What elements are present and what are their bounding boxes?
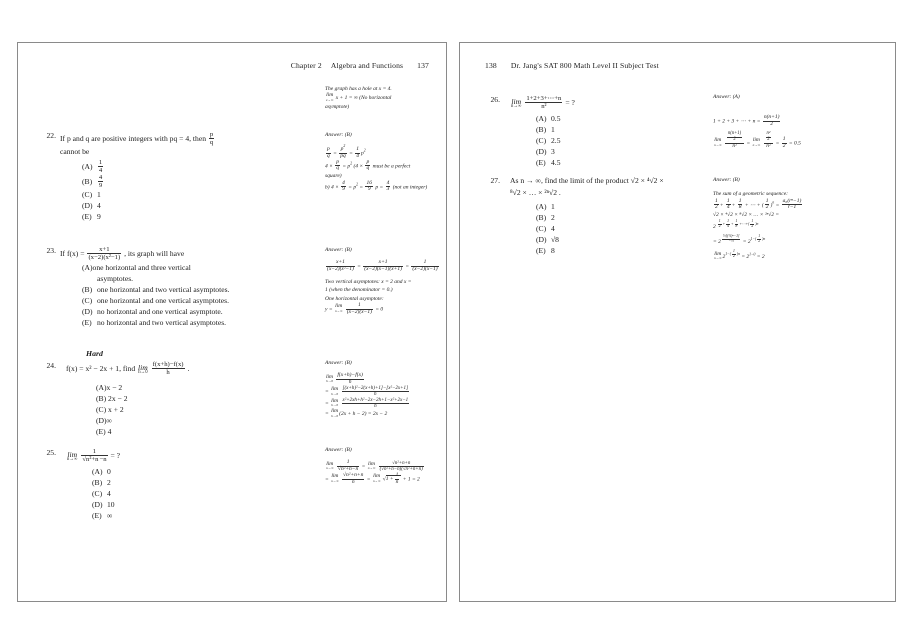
question-23 bbox=[38, 246, 313, 328]
question-27 bbox=[482, 176, 717, 256]
running-head-left bbox=[291, 61, 429, 70]
answer-27-line-5: lim n→∞ $2^{1-( \frac{1}{2} )n} = 2^{1-0} = 2$ bbox=[714, 248, 765, 261]
choice-d[interactable]: (D)∞ bbox=[96, 416, 112, 426]
page-number-right: 138 bbox=[485, 61, 497, 70]
carryover-answer-block bbox=[325, 85, 447, 111]
answer-23-limit: y = lim n→∞ $\frac{1}{(x-2)(x-1)}$ = 0 bbox=[325, 301, 384, 315]
choice-e[interactable]: (E) 8 bbox=[536, 245, 555, 255]
answer-25-line-1: lim n→∞ $\frac{1}{\text{√n²+n−n}}$ = lim n→∞ $\frac{\text{√n²+n+n}}{\text{(√n²+n−n)(√n²+n+n)}}$ bbox=[326, 459, 423, 473]
question-22-stem: If p and q are positive integers with pq = 4, then $\frac{p}{q}$ bbox=[60, 131, 214, 147]
answer-23-title: Answer: (B) bbox=[325, 247, 352, 253]
choice-c[interactable]: (C) 4 bbox=[536, 223, 555, 233]
question-24-choices bbox=[96, 382, 308, 437]
answer-24-line-3: = lim h→0 $\frac{\text{x²+2xh+h²−2x−2h+1−x²+2x−1}}{h}$ bbox=[325, 396, 409, 409]
answer-24 bbox=[325, 359, 447, 418]
question-22-stem-line2: cannot be bbox=[60, 147, 90, 157]
running-head-right bbox=[485, 61, 673, 70]
question-22-choices bbox=[82, 159, 308, 222]
book-title: Dr. Jang's SAT 800 Math Level II Subject Test bbox=[510, 61, 659, 70]
choice-d[interactable]: (D) 10 bbox=[92, 500, 115, 510]
question-22-number: 22. bbox=[46, 131, 56, 140]
choice-a[interactable]: (A)x − 2 bbox=[96, 383, 123, 393]
question-27-stem-line-2: ⁸√2 × … × ²ⁿ√2 . bbox=[510, 187, 561, 197]
choice-e[interactable]: (E) 4.5 bbox=[536, 158, 561, 168]
choice-b[interactable]: (B) 2x − 2 bbox=[96, 394, 128, 404]
answer-26 bbox=[713, 93, 863, 149]
choice-c[interactable]: (C) x + 2 bbox=[96, 405, 124, 415]
running-head-chapter: Chapter 2 bbox=[290, 61, 322, 70]
page-number-left: 137 bbox=[417, 61, 429, 70]
choice-a[interactable]: (A) $\frac{1}{4}$ bbox=[82, 158, 103, 174]
answer-22 bbox=[325, 131, 447, 193]
answer-27-line-2: √2 × ⁴√2 × ⁸√2 × … × ²ⁿ√2 = bbox=[713, 212, 780, 219]
answer-25-title: Answer: (B) bbox=[325, 447, 352, 453]
question-26-choices bbox=[536, 113, 732, 168]
answer-22-line-4: b) 4 × $\frac{4}{9}$ = $p^2$ = $\frac{16}{9}$ p = $\frac{4}{3}$ (not an integer) bbox=[325, 179, 428, 193]
question-24 bbox=[38, 361, 308, 437]
answer-23-horizontal: One horizontal asymptote: bbox=[325, 295, 384, 302]
choice-d[interactable]: (D) 3 bbox=[536, 147, 555, 157]
choice-c[interactable]: (C) 4 bbox=[92, 489, 111, 499]
answer-27-line-3: 2 $^{\frac{1}{2} + \frac{1}{4} + \frac{1}{8} +\cdots+( \frac{1}{2} )n}$ bbox=[713, 218, 759, 230]
choice-e[interactable]: (E) no horizontal and two vertical asymptotes. bbox=[82, 318, 227, 328]
question-25-choices bbox=[92, 466, 308, 521]
answer-24-title: Answer: (B) bbox=[325, 360, 352, 366]
question-23-choices bbox=[82, 262, 313, 328]
answer-23-vertical-2: 1 (when the denominator = 0.) bbox=[325, 287, 393, 294]
answer-23 bbox=[325, 246, 447, 316]
choice-a[interactable]: (A) 1 bbox=[536, 201, 555, 211]
question-25-number: 25. bbox=[46, 448, 56, 457]
choice-d[interactable]: (D) no horizontal and one vertical asymptote. bbox=[82, 307, 223, 317]
page-left bbox=[17, 42, 447, 602]
answer-23-vertical-1: Two vertical asymptotes: x = 2 and x = bbox=[325, 278, 412, 285]
choice-b[interactable]: (B) one horizontal and two vertical asymptotes. bbox=[82, 285, 230, 295]
question-25 bbox=[38, 448, 308, 521]
answer-27-title: Answer: (B) bbox=[713, 177, 740, 183]
question-23-number: 23. bbox=[46, 246, 56, 255]
question-26-stem: lim n→∞ $\frac{1+2+3+\cdots+n}{\text{n²}}$ = ? bbox=[511, 95, 575, 111]
question-24-number: 24. bbox=[46, 361, 56, 370]
answer-22-title: Answer: (B) bbox=[325, 132, 352, 138]
answer-27-line-1: $\frac{1}{2}$ + $\frac{1}{4}$ + $\frac{1}{8}$ + ⋯ + ( $\frac{1}{2}$ )$^n$ = $\frac{\text{a₀(rⁿ−1)}}{r-1}$ bbox=[715, 197, 802, 211]
question-27-number: 27. bbox=[490, 176, 500, 185]
page-right bbox=[459, 42, 896, 602]
question-22 bbox=[38, 131, 308, 222]
choice-a-continued: asymptotes. bbox=[97, 274, 134, 284]
choice-d[interactable]: (D) √8 bbox=[536, 234, 559, 244]
answer-25-line-2: = lim n→∞ $\frac{\text{√n²+n+n}}{n}$ = lim n→∞ √1 + $\frac{1}{n}$ + 1 = 2 bbox=[325, 471, 420, 485]
choice-b[interactable]: (B) 1 bbox=[536, 125, 555, 135]
question-27-choices bbox=[536, 201, 717, 256]
answer-26-line-2: lim n→∞ $\frac{\frac{n(n+1)}{2}}{\text{n²}}$ = lim n→∞ $\frac{\frac{\text{n²}}{2}}{\text{n²}}$ = $\frac{1}{2}$ = 0.5 bbox=[714, 130, 801, 149]
choice-e[interactable]: (E) 4 bbox=[96, 427, 112, 437]
answer-27-note: The sum of a geometric sequence: bbox=[713, 191, 788, 198]
answer-26-title: Answer: (A) bbox=[713, 94, 740, 100]
choice-c[interactable]: (C) one horizontal and one vertical asymptotes. bbox=[82, 296, 230, 306]
answer-23-equation: $\frac{x+1}{\text{(x−2)(x²−1)}}$ = $\frac{x+1}{(x-2)(x-1)(x+1)}$ = $\frac{1}{(x-2)(x-1)}$ bbox=[327, 259, 438, 273]
answer-24-line-2: = lim h→0 $\frac{\text{[(x+h)²−2(x+h)+1]−[x²−2x+1]}}{h}$ bbox=[325, 384, 409, 398]
choice-b[interactable]: (B) 2 bbox=[92, 478, 111, 488]
carryover-line-3: asymptote) bbox=[325, 103, 350, 110]
answer-22-line-3: square) bbox=[325, 173, 342, 180]
question-24-stem: f(x) = x² − 2x + 1, find lim h→0 $\frac{f(x+h)-f(x)}{h}$ . bbox=[66, 361, 190, 377]
section-label-hard: Hard bbox=[86, 349, 103, 358]
answer-25 bbox=[325, 446, 447, 485]
question-23-stem: If f(x) = $\frac{x+1}{\text{(x−2)(x²−1)}}$ , its graph will have bbox=[60, 246, 185, 262]
question-27-stem-line-1: As n → ∞, find the limit of the product √2 × ⁴√2 × bbox=[510, 176, 664, 185]
choice-b[interactable]: (B) 2 bbox=[536, 212, 555, 222]
answer-24-line-4: = lim h→0 (2x + h − 2) = 2x − 2 bbox=[325, 408, 388, 418]
question-26-number: 26. bbox=[490, 95, 500, 104]
carryover-line-1: The graph has a hole at x = 4. bbox=[325, 86, 392, 92]
choice-e[interactable]: (E) 9 bbox=[82, 211, 101, 221]
question-26 bbox=[482, 95, 732, 168]
choice-a[interactable]: (A) 0 bbox=[92, 467, 111, 477]
choice-a[interactable]: (A)one horizontal and three vertical asymptotes. bbox=[82, 262, 313, 284]
choice-b[interactable]: (B) $\frac{4}{9}$ bbox=[82, 173, 103, 189]
carryover-line-2: lim x→∞ x + 1 = ∞ (No horizontal bbox=[326, 92, 392, 102]
answer-27-line-4: = 2 $^{\frac{\text{½[(½)ⁿ−1]}}{\text{−½}}}$ = $2^{1-( \frac{1}{2} )n}$ bbox=[713, 234, 766, 246]
answer-24-line-1: lim h→0 $\frac{f(x+h)-f(x)}{h}$ bbox=[326, 372, 363, 386]
question-25-stem: lim n→∞ $\frac{1}{\text{√n²+n−n}}$ = ? bbox=[67, 448, 121, 464]
running-head-title: Algebra and Functions bbox=[330, 61, 404, 70]
choice-e[interactable]: (E) ∞ bbox=[92, 511, 113, 521]
answer-27 bbox=[713, 176, 868, 261]
answer-22-line-2: 4 × $\frac{p}{q}$ = $p^2$ (4 × $\frac{p}{q}$ must be a perfect bbox=[325, 158, 411, 172]
answer-26-line-1: 1 + 2 + 3 + ⋯ + n = $\frac{n(n+1)}{2}$ bbox=[713, 114, 780, 128]
choice-c[interactable]: (C) 2.5 bbox=[536, 136, 561, 146]
choice-d[interactable]: (D) 4 bbox=[82, 200, 101, 210]
choice-a[interactable]: (A) 0.5 bbox=[536, 114, 561, 124]
choice-c[interactable]: (C) 1 bbox=[82, 189, 101, 199]
answer-22-line-1: $\frac{p}{q}$ = $\frac{p^2}{pq}$ = $\frac{1}{4}$ $p^2$ bbox=[327, 144, 366, 159]
